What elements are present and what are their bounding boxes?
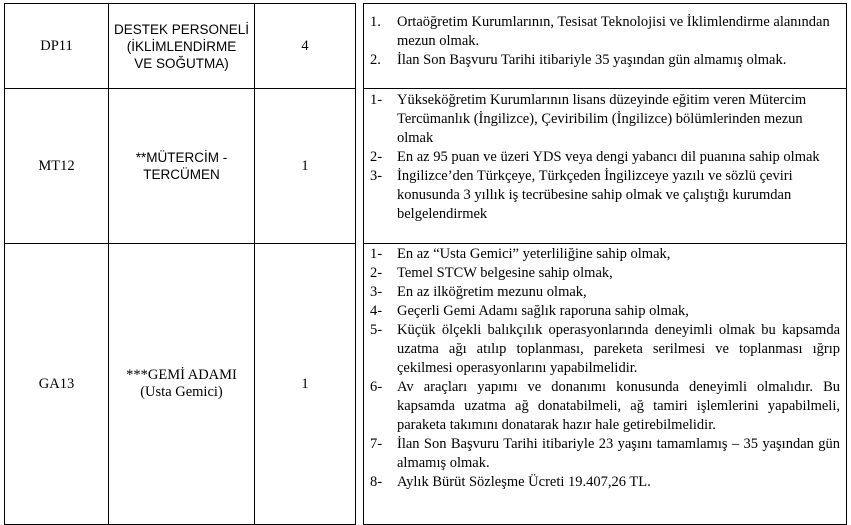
list-item <box>370 321 840 378</box>
item-number: 1. <box>370 14 381 30</box>
positions-table <box>4 3 847 525</box>
position-title <box>109 4 255 89</box>
item-text: Küçük ölçekli balıkçılık operasyonlarında deneyimli olmak bu kapsamda uzatma ağı atılıp toplanması, pareketa serilmesi ve toplanması ığrıp çekilmesi operasyonlarını yapabilmelidir. <box>397 322 840 376</box>
item-text: İlan Son Başvuru Tarihi itibariyle 35 yaşından gün almamış olmak. <box>397 52 787 68</box>
position-title <box>109 89 255 244</box>
item-number: 5- <box>370 322 383 338</box>
item-number: 6- <box>370 379 383 395</box>
list-item <box>370 245 840 264</box>
list-item <box>370 91 840 148</box>
column-gap <box>356 4 364 89</box>
requirements-cell <box>364 89 847 244</box>
requirements-cell <box>364 244 847 525</box>
item-text: En az 95 puan ve üzeri YDS veya dengi yabancı dil puanına sahip olmak <box>397 149 820 165</box>
requirements-list <box>364 13 846 70</box>
item-text: Aylık Bürüt Sözleşme Ücreti 19.407,26 TL. <box>397 474 651 490</box>
item-number: 2- <box>370 265 383 281</box>
table-row <box>5 244 847 525</box>
item-number: 2- <box>370 149 383 165</box>
item-text: En az ilköğretim mezunu olmak, <box>397 284 587 300</box>
column-gap <box>356 244 364 525</box>
item-text: Geçerli Gemi Adamı sağlık raporuna sahip olmak, <box>397 303 689 319</box>
list-item <box>370 264 840 283</box>
table-row <box>5 4 847 89</box>
list-item <box>370 148 840 167</box>
position-title <box>109 244 255 525</box>
position-title-line: ***GEMİ ADAMI <box>126 367 237 383</box>
item-text: Yükseköğretim Kurumlarının lisans düzeyinde eğitim veren Mütercim Tercümanlık (İngilizce), Çeviribilim (İngilizce) bölümlerinden mezun olmak <box>397 92 807 146</box>
requirements-list <box>364 91 846 224</box>
list-item <box>370 167 840 224</box>
position-title-line: (İKLİMLENDİRME <box>126 38 237 54</box>
position-title-line: (Usta Gemici) <box>140 384 223 400</box>
item-text: Ortaöğretim Kurumlarının, Tesisat Teknolojisi ve İklimlendirme alanından mezun olmak. <box>397 14 830 49</box>
position-title-line: **MÜTERCİM - <box>135 150 228 165</box>
list-item <box>370 283 840 302</box>
position-code: GA13 <box>5 244 109 525</box>
item-text: Av araçları yapımı ve donanımı konusunda deneyimli olmalıdır. Bu kapsamda uzatma ağ donatabilmeli, ağ tamiri işlemlerini yapabilmeli, paraketa takımını donatarak hazır hale getirebilmelidir. <box>397 379 840 433</box>
item-text: İngilizce’den Türkçeye, Türkçeden İngilizceye yazılı ve sözlü çeviri konusunda 3 yıllık iş tecrübesine sahip olmak ve çalıştığı kurumdan belgelendirmek <box>397 168 793 222</box>
list-item <box>370 13 840 51</box>
position-title-line: DESTEK PERSONELİ <box>113 21 250 37</box>
requirements-cell <box>364 4 847 89</box>
list-item <box>370 473 840 492</box>
table-row <box>5 89 847 244</box>
list-item <box>370 51 840 70</box>
requirements-list <box>364 245 846 492</box>
item-number: 8- <box>370 474 383 490</box>
item-number: 3- <box>370 284 383 300</box>
item-text: En az “Usta Gemici” yeterliliğine sahip olmak, <box>397 246 671 262</box>
position-count: 4 <box>255 4 356 89</box>
position-title-line: TERCÜMEN <box>143 167 220 182</box>
item-number: 3- <box>370 168 383 184</box>
item-text: İlan Son Başvuru Tarihi itibariyle 23 yaşını tamamlamış – 35 yaşından gün almamış olmak. <box>397 436 840 471</box>
list-item <box>370 378 840 435</box>
item-text: Temel STCW belgesine sahip olmak, <box>397 265 613 281</box>
position-count: 1 <box>255 89 356 244</box>
item-number: 2. <box>370 52 381 68</box>
position-count: 1 <box>255 244 356 525</box>
position-code: MT12 <box>5 89 109 244</box>
position-title-line: VE SOĞUTMA) <box>134 55 229 71</box>
item-number: 1- <box>370 92 383 108</box>
position-code: DP11 <box>5 4 109 89</box>
list-item <box>370 302 840 321</box>
list-item <box>370 435 840 473</box>
item-number: 7- <box>370 436 383 452</box>
item-number: 4- <box>370 303 383 319</box>
column-gap <box>356 89 364 244</box>
item-number: 1- <box>370 246 383 262</box>
